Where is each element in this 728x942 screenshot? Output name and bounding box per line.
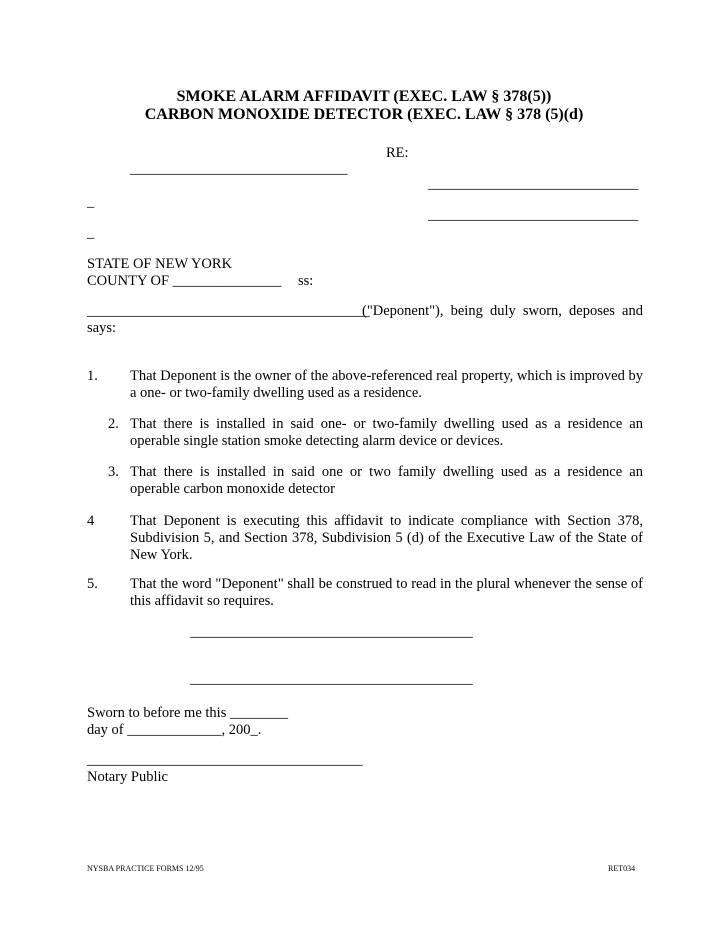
clause-text: That Deponent is executing this affidavit to indicate compliance with Section 378, Subdivision 5, and Section 378, Subdivision 5 (d) of the Executive Law of the State of New York.	[130, 513, 643, 563]
clause-number: 1.	[87, 368, 98, 384]
re-right-blank-1: _____________________________	[428, 176, 639, 192]
title-line-1: SMOKE ALARM AFFIDAVIT (EXEC. LAW § 378(5))	[176, 88, 552, 105]
venue-ss: ss:	[298, 273, 314, 289]
footer-left: NYSBA PRACTICE FORMS 12/95	[87, 864, 204, 873]
deponent-says: says:	[87, 320, 116, 336]
title-line-2: CARBON MONOXIDE DETECTOR (EXEC. LAW § 378 (5)(d)	[144, 106, 584, 123]
notary-label: Notary Public	[87, 769, 168, 785]
clause-number: 5.	[87, 576, 98, 592]
clause-number: 2.	[108, 416, 119, 432]
signature-line-1: _______________________________________	[190, 624, 473, 640]
venue-county: COUNTY OF _______________	[87, 273, 282, 289]
re-label: RE:	[386, 145, 409, 161]
deponent-blank: _______________________________________	[87, 303, 370, 319]
clause-number: 3.	[108, 464, 119, 480]
clause-number: 4	[87, 513, 95, 529]
clause-text: That there is installed in said one or two family dwelling used as a residence an operable carbon monoxide detector	[130, 464, 643, 497]
footer-right: RET034	[608, 864, 636, 873]
clause-text: That the word "Deponent" shall be construed to read in the plural whenever the sense of this affidavit so requires.	[130, 576, 643, 609]
notary-line: ______________________________________	[87, 752, 363, 768]
signature-line-2: _______________________________________	[190, 671, 473, 687]
clause-text: That there is installed in said one- or two-family dwelling used as a residence an operable single station smoke detecting alarm device or devices.	[130, 416, 643, 449]
re-dash-1: _	[87, 194, 95, 210]
sworn-line-2: day of _____________, 200_.	[87, 722, 262, 738]
re-right-blank-2: _____________________________	[428, 207, 639, 223]
deponent-text: ("Deponent"), being duly sworn, deposes and	[362, 303, 643, 319]
clause-text: That Deponent is the owner of the above-referenced real property, which is improved by a one- or two-family dwelling used as a residence.	[130, 368, 643, 401]
sworn-line-1: Sworn to before me this ________	[87, 705, 288, 721]
venue-state: STATE OF NEW YORK	[87, 256, 233, 272]
re-dash-2: _	[87, 225, 95, 241]
re-left-blank: ______________________________	[130, 161, 348, 177]
